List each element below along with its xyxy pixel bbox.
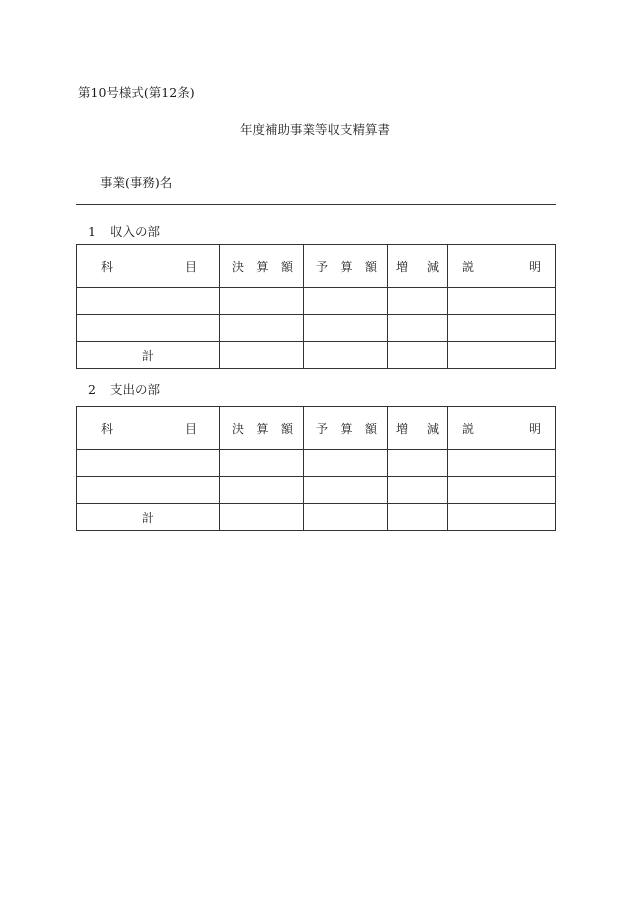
header-char: 予 <box>316 259 329 274</box>
total-row <box>77 342 556 369</box>
header-settlement <box>220 407 304 450</box>
section-expenditure-label <box>88 380 160 398</box>
section-number: 1 <box>88 224 96 239</box>
cell-settlement[interactable] <box>220 342 304 369</box>
header-description <box>448 407 556 450</box>
cell-subject[interactable] <box>77 477 220 504</box>
cell-description[interactable] <box>448 477 556 504</box>
header-char: 減 <box>426 421 439 436</box>
table-header-row <box>77 245 556 288</box>
header-char: 増 <box>396 421 409 436</box>
cell-description[interactable] <box>448 288 556 315</box>
cell-budget[interactable] <box>304 315 388 342</box>
cell-budget[interactable] <box>304 450 388 477</box>
document-title: 年度補助事業等収支精算書 <box>239 122 390 137</box>
cell-difference[interactable] <box>388 504 448 531</box>
header-char: 決 <box>232 421 245 436</box>
cell-settlement[interactable] <box>220 477 304 504</box>
header-description <box>448 245 556 288</box>
header-char: 明 <box>528 421 541 436</box>
header-char: 算 <box>256 259 269 274</box>
cell-description[interactable] <box>448 450 556 477</box>
cell-settlement[interactable] <box>220 450 304 477</box>
cell-description[interactable] <box>448 342 556 369</box>
header-char: 決 <box>232 259 245 274</box>
expenditure-table <box>76 406 556 531</box>
cell-budget[interactable] <box>304 342 388 369</box>
header-difference <box>388 407 448 450</box>
header-char: 算 <box>256 421 269 436</box>
project-name-label: 事業(事務)名 <box>100 175 173 190</box>
cell-subject[interactable] <box>77 288 220 315</box>
header-char: 額 <box>280 259 293 274</box>
cell-description[interactable] <box>448 315 556 342</box>
cell-budget[interactable] <box>304 504 388 531</box>
header-char: 説 <box>462 421 475 436</box>
header-char: 増 <box>396 259 409 274</box>
section-title: 収入の部 <box>109 224 160 239</box>
total-label: 計 <box>77 504 220 531</box>
section-title: 支出の部 <box>109 382 160 397</box>
cell-settlement[interactable] <box>220 288 304 315</box>
header-subject <box>77 245 220 288</box>
table-row <box>77 288 556 315</box>
header-char: 額 <box>364 421 377 436</box>
cell-description[interactable] <box>448 504 556 531</box>
table-row <box>77 315 556 342</box>
cell-settlement[interactable] <box>220 315 304 342</box>
cell-settlement[interactable] <box>220 504 304 531</box>
form-number: 第10号様式(第12条) <box>78 85 195 100</box>
cell-subject[interactable] <box>77 450 220 477</box>
header-subject <box>77 407 220 450</box>
header-budget <box>304 407 388 450</box>
income-table <box>76 244 556 369</box>
cell-subject[interactable] <box>77 315 220 342</box>
cell-difference[interactable] <box>388 477 448 504</box>
header-char: 目 <box>184 421 197 436</box>
project-name-underline <box>76 204 556 205</box>
header-budget <box>304 245 388 288</box>
header-char: 科 <box>101 259 114 274</box>
total-row <box>77 504 556 531</box>
header-char: 算 <box>340 259 353 274</box>
header-char: 額 <box>364 259 377 274</box>
header-char: 予 <box>316 421 329 436</box>
header-char: 科 <box>101 421 114 436</box>
cell-budget[interactable] <box>304 288 388 315</box>
header-char: 算 <box>340 421 353 436</box>
cell-difference[interactable] <box>388 450 448 477</box>
header-difference <box>388 245 448 288</box>
header-char: 減 <box>426 259 439 274</box>
header-char: 目 <box>184 259 197 274</box>
table-row <box>77 477 556 504</box>
header-char: 説 <box>462 259 475 274</box>
cell-difference[interactable] <box>388 315 448 342</box>
header-settlement <box>220 245 304 288</box>
header-char: 明 <box>528 259 541 274</box>
total-label: 計 <box>77 342 220 369</box>
table-header-row <box>77 407 556 450</box>
section-number: 2 <box>88 382 96 397</box>
cell-budget[interactable] <box>304 477 388 504</box>
cell-difference[interactable] <box>388 288 448 315</box>
cell-difference[interactable] <box>388 342 448 369</box>
section-income-label <box>88 222 160 240</box>
table-row <box>77 450 556 477</box>
header-char: 額 <box>280 421 293 436</box>
